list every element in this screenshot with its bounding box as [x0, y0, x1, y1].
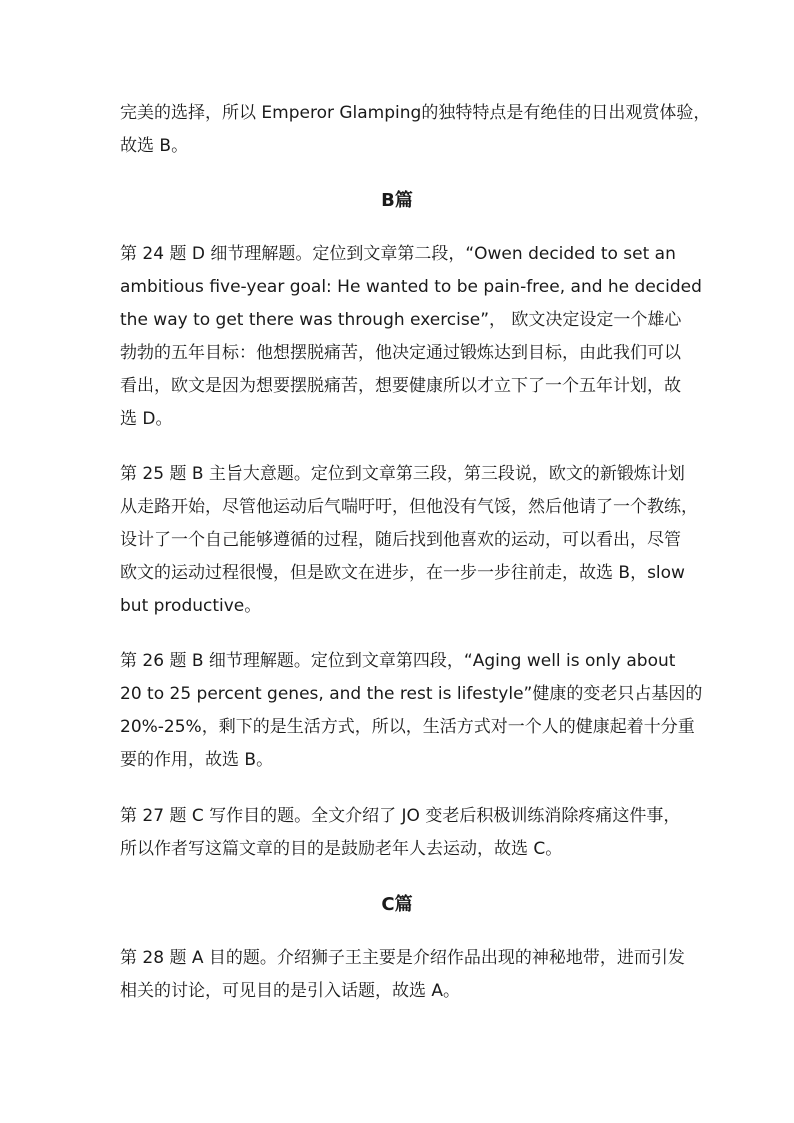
text-line: 欧文的运动过程很慢，但是欧文在进步，在一步一步往前走，故选 B，slow — [120, 563, 685, 583]
intro-paragraph — [120, 97, 711, 163]
text-line: 选 D。 — [120, 409, 173, 429]
text-line: 第 28 题 A 目的题。介绍狮子王主要是介绍作品出现的神秘地带，进而引发 — [120, 948, 685, 968]
text-line: 20%-25%，剩下的是生活方式，所以，生活方式对一个人的健康起着十分重 — [120, 717, 695, 737]
section-heading-b: B篇 — [381, 190, 413, 211]
text-line: the way to get there was through exercise”， 欧文决定设定一个雄心 — [120, 310, 682, 330]
question-28-paragraph — [120, 942, 685, 1008]
text-line: 第 25 题 B 主旨大意题。定位到文章第三段，第三段说，欧文的新锻炼计划 — [120, 464, 685, 484]
text-line: 相关的讨论，可见目的是引入话题，故选 A。 — [120, 981, 461, 1001]
text-line: 第 27 题 C 写作目的题。全文介绍了 JO 变老后积极训练消除疼痛这件事， — [120, 806, 681, 826]
text-line: 故选 B。 — [120, 136, 189, 156]
text-line: 完美的选择，所以 Emperor Glamping的独特特点是有绝佳的日出观赏体验， — [120, 103, 711, 123]
section-heading-c: C篇 — [381, 894, 413, 915]
text-line: 所以作者写这篇文章的目的是鼓励老年人去运动，故选 C。 — [120, 839, 563, 859]
question-25-paragraph — [120, 458, 698, 623]
text-line: 第 24 题 D 细节理解题。定位到文章第二段，“Owen decided to set an — [120, 244, 676, 264]
text-line: 看出，欧文是因为想要摆脱痛苦，想要健康所以才立下了一个五年计划，故 — [120, 376, 681, 396]
text-line: 要的作用，故选 B。 — [120, 750, 274, 770]
text-line: 从走路开始，尽管他运动后气喘吁吁，但他没有气馁，然后他请了一个教练， — [120, 497, 698, 517]
question-27-paragraph — [120, 800, 680, 866]
question-24-paragraph — [120, 238, 702, 436]
text-line: but productive。 — [120, 596, 262, 616]
text-line: 勃勃的五年目标：他想摆脱痛苦，他决定通过锻炼达到目标，由此我们可以 — [120, 343, 681, 363]
text-line: 设计了一个自己能够遵循的过程，随后找到他喜欢的运动，可以看出，尽管 — [120, 530, 681, 550]
text-line: 20 to 25 percent genes, and the rest is lifestyle”健康的变老只占基因的 — [120, 684, 703, 704]
text-line: ambitious five-year goal: He wanted to be pain-free, and he decided — [120, 277, 702, 297]
text-line: 第 26 题 B 细节理解题。定位到文章第四段，“Aging well is only about — [120, 651, 676, 671]
question-26-paragraph — [120, 645, 703, 777]
